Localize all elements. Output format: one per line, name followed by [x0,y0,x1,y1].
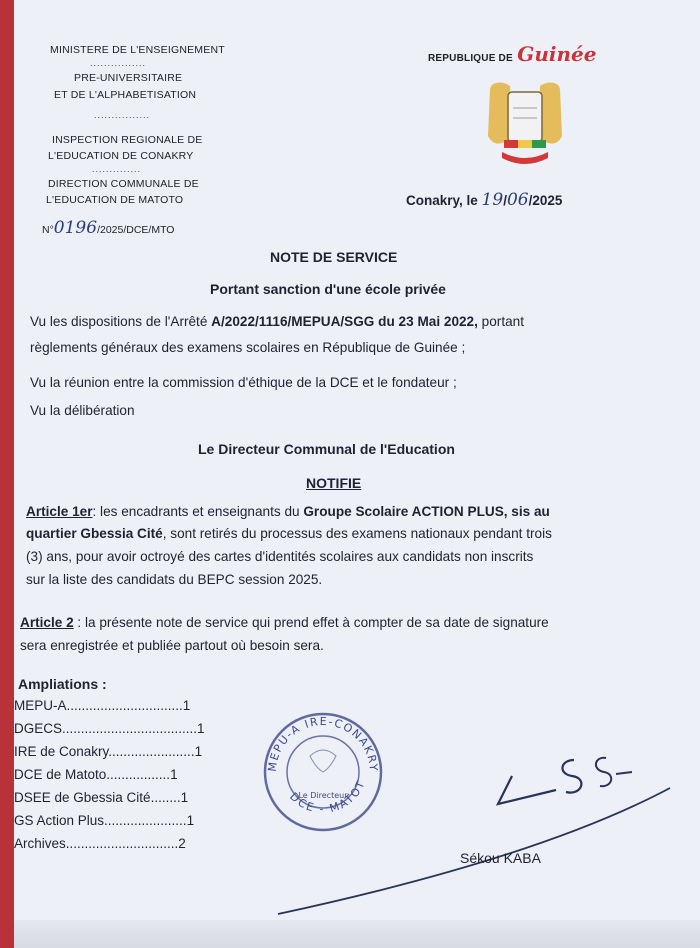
handwritten-signature [276,730,696,920]
svg-text:DCE - MATOTO: DCE - MATOT [287,777,369,816]
separator-dots: ................ [90,58,147,68]
ampliation-item: DGECS....................................1 [14,721,205,736]
consideration-1-cont: règlements généraux des examens scolaires en République de Guinée ; [30,340,466,355]
document-page [14,0,700,948]
ampliation-item: IRE de Conakry.......................1 [14,744,203,759]
consideration-1: Vu les dispositions de l'Arrêté A/2022/1116/MEPUA/SGG du 23 Mai 2022, portant [30,314,525,329]
article-1-line-4: sur la liste des candidats du BEPC session 2025. [26,572,323,587]
ampliation-item: GS Action Plus......................1 [14,813,195,828]
republic-heading: REPUBLIQUE DE Guinée [428,42,597,66]
article-1-line-1: Article 1er: les encadrants et enseignants du Groupe Scolaire ACTION PLUS, sis au [26,504,550,519]
svg-text:MEPU-A IRE-CONAKRY: MEPU-A IRE-CONAKRY [265,714,381,773]
consideration-2: Vu la réunion entre la commission d'éthique de la DCE et le fondateur ; [30,375,457,390]
document-subtitle: Portant sanction d'une école privée [210,281,446,297]
page-bottom-edge [14,920,700,948]
ampliation-item: DCE de Matoto.................1 [14,767,178,782]
inspection-line: INSPECTION REGIONALE DE [52,134,203,146]
reference-number: N°0196/2025/DCE/MTO [42,218,175,238]
consideration-3: Vu la délibération [30,403,135,418]
director-heading: Le Directeur Communal de l'Education [198,441,455,457]
article-1-line-3: (3) ans, pour avoir octroyé des cartes d'identités scolaires aux candidats non inscrits [26,549,534,564]
ampliation-item: MEPU-A...............................1 [14,698,191,713]
document-title: NOTE DE SERVICE [270,249,398,265]
ministry-line-3: ET DE L'ALPHABETISATION [54,89,197,101]
article-1-line-2: quartier Gbessia Cité, sont retirés du processus des examens nationaux pendant trois [26,526,552,541]
ministry-line-2: PRE-UNIVERSITAIRE [74,72,183,84]
article-2-line-2: sera enregistrée et publiée partout où besoin sera. [20,638,324,653]
svg-text:Le Directeur: Le Directeur [298,791,348,800]
place-and-date: Conakry, le 19/06/2025 [406,190,563,210]
article-2-label: Article 2 [20,615,74,630]
article-1-label: Article 1er [26,504,93,519]
inspection-line-2: L'EDUCATION DE CONAKRY [48,150,194,162]
separator-dots: .............. [92,164,142,174]
ministry-line: MINISTERE DE L'ENSEIGNEMENT [50,44,225,56]
signatory-name: Sékou KABA [460,850,541,866]
ampliations-title: Ampliations : [18,676,107,692]
direction-line-2: L'EDUCATION DE MATOTO [46,194,184,206]
ampliation-item: DSEE de Gbessia Cité........1 [14,790,189,805]
notifie-heading: NOTIFIE [306,475,362,491]
direction-line: DIRECTION COMMUNALE DE [48,178,199,190]
separator-dots: ................ [94,110,151,120]
article-2-line-1: Article 2 : la présente note de service qui prend effet à compter de sa date de signature [20,615,549,630]
ampliation-item: Archives..............................2 [14,836,186,851]
coat-of-arms-emblem [482,78,568,170]
